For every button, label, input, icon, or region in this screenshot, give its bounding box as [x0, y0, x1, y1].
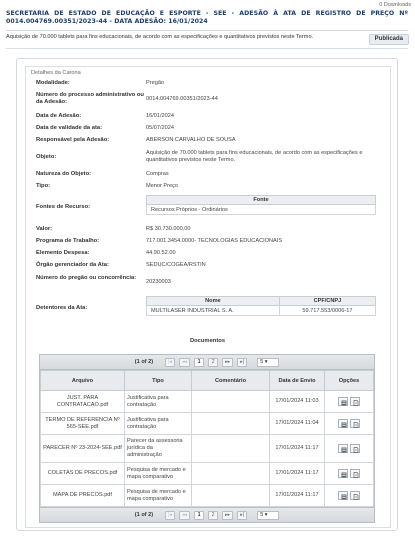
field-label: Detentores da Ata: [36, 305, 88, 311]
col-data-envio[interactable]: Data de Envio [270, 371, 325, 391]
download-icon [353, 400, 359, 406]
download-document-button[interactable] [350, 419, 360, 428]
next-page-button[interactable]: ▸▸ [222, 511, 233, 520]
upload-date: 17/01/2024 11:17 [270, 463, 325, 485]
file-name: MAPA DE PRECOS.pdf [41, 485, 125, 507]
document-row [41, 463, 374, 485]
detentor-nome: MULTILASER INDUSTRIAL S. A. [147, 306, 280, 316]
document-comment [192, 391, 270, 413]
field-label: Objeto: [36, 154, 57, 160]
documents-datatable [39, 354, 375, 523]
field-label: Programa de Trabalho: [36, 238, 100, 244]
status-badge: Publicada [369, 34, 409, 45]
next-page-button[interactable]: ▸▸ [222, 358, 233, 367]
view-document-button[interactable] [338, 419, 348, 428]
field-label: Tipo: [36, 183, 51, 189]
first-page-button[interactable]: |◂ [165, 511, 175, 520]
field-label: Natureza do Objeto: [36, 171, 92, 177]
field-label: Fontes de Recurso: [36, 204, 91, 210]
document-type: Justificativa para contratação [125, 391, 192, 413]
field-value: Aquisição de 70.000 tablets para fins educacionais, de acordo com as especificações e quantitativos previstos neste Termo. [146, 150, 363, 163]
first-page-button[interactable]: |◂ [165, 358, 175, 367]
paginator-top [40, 355, 374, 370]
document-comment [192, 435, 270, 463]
field-value: 05/07/2024 [146, 125, 174, 131]
fontes-header: Fonte [147, 196, 376, 205]
field-label: Número do pregão ou concorrência: [36, 275, 137, 281]
details-legend: Detalhes da Carona [31, 70, 81, 76]
download-icon [353, 494, 359, 500]
file-view-icon [341, 422, 347, 428]
field-label: Data de validade da ata: [36, 125, 103, 131]
header-description: Aquisição de 70.000 tablets para fins educacionais, de acordo com as especificações e quantitativos previstos neste Termo. [6, 34, 314, 40]
document-row [41, 391, 374, 413]
download-icon [353, 447, 359, 453]
field-value: Menor Preço [146, 183, 179, 189]
field-label: Modalidade: [36, 80, 70, 86]
rows-per-page-value: 5 [260, 511, 264, 518]
document-type: Parecer da assessoria jurídica da administração [125, 435, 192, 463]
download-document-button[interactable] [350, 469, 360, 478]
field-value: SEDUC/COGEA/RSTIN [146, 262, 206, 268]
page-2-button[interactable]: 2 [208, 358, 218, 367]
page-1-button[interactable]: 1 [194, 511, 204, 520]
download-document-button[interactable] [350, 397, 360, 406]
detentor-cnpj: 59.717.553/0006-17 [279, 306, 375, 316]
page-title: SECRETARIA DE ESTADO DE EDUCAÇÃO E ESPORTE - SEE - ADESÃO À ATA DE REGISTRO DE PREÇO Nº 0014.004769.00351/2023-44 - DATA ADESÃO: 16/01/2024 [6, 10, 408, 25]
last-page-button[interactable]: ▸| [237, 511, 247, 520]
row-options [325, 435, 374, 463]
page-2-button[interactable]: 2 [208, 511, 218, 520]
file-view-icon [341, 447, 347, 453]
view-document-button[interactable] [338, 491, 348, 500]
prev-page-button[interactable]: ◂◂ [179, 511, 190, 520]
upload-date: 17/01/2024 11:04 [270, 413, 325, 435]
col-arquivo[interactable]: Arquivo [41, 371, 125, 391]
document-type: Justificativa para contratação [125, 413, 192, 435]
documents-title: Documentos [189, 338, 226, 344]
download-icon [353, 422, 359, 428]
document-comment [192, 413, 270, 435]
row-options [325, 413, 374, 435]
field-value: 44.90.52.00 [146, 250, 176, 256]
col-comentario[interactable]: Comentário [192, 371, 270, 391]
upload-date: 17/01/2024 11:17 [270, 435, 325, 463]
field-value: Compras [146, 171, 169, 177]
col-tipo[interactable]: Tipo [125, 371, 192, 391]
fontes-cell: Recursos Próprios - Ordinários [147, 205, 376, 215]
field-label: Órgão gerenciador da Ata: [36, 262, 109, 268]
field-value: R$ 30.730.000,00 [146, 226, 191, 232]
rows-per-page-select[interactable]: 5 ▾ [257, 358, 279, 367]
field-label: Valor: [36, 226, 53, 232]
field-label: Número do processo administrativo ou da Adesão: [36, 92, 144, 105]
title-divider [6, 30, 408, 31]
file-view-icon [341, 494, 347, 500]
field-value: 717.001.3454.0000- TECNOLOGIAS EDUCACIONAIS [146, 238, 283, 244]
fontes-table [146, 195, 376, 215]
view-document-button[interactable] [338, 397, 348, 406]
download-document-button[interactable] [350, 491, 360, 500]
document-comment [192, 485, 270, 507]
document-row [41, 413, 374, 435]
document-row [41, 435, 374, 463]
rows-per-page-value: 5 [260, 358, 264, 365]
rows-per-page-select[interactable]: 5 ▾ [257, 511, 279, 520]
field-value: 0014.004769.00351/2023-44 [146, 96, 218, 102]
row-options [325, 485, 374, 507]
detentores-table [146, 296, 376, 316]
field-value: Pregão [146, 80, 165, 86]
document-type: Pesquisa de mercado e mapa comparativo [125, 485, 192, 507]
description-divider [6, 48, 408, 49]
view-document-button[interactable] [338, 469, 348, 478]
file-name: JUST. PARA CONTRATACAO.pdf [41, 391, 125, 413]
page-1-button[interactable]: 1 [194, 358, 204, 367]
download-icon [353, 472, 359, 478]
field-value: ABERSON CARVALHO DE SOUSA [146, 137, 236, 143]
file-name: PARECER Nº 23-2024-SEE.pdf [41, 435, 125, 463]
documents-table [40, 370, 374, 507]
page-info: (1 of 2) [134, 359, 154, 365]
detentores-header-nome: Nome [147, 297, 280, 306]
downloads-count: 0 Downloads [379, 2, 411, 8]
field-value: 20230003 [146, 279, 171, 285]
file-view-icon [341, 400, 347, 406]
page-info: (1 of 2) [134, 512, 154, 518]
field-label: Data de Adesão: [36, 113, 82, 119]
prev-page-button[interactable]: ◂◂ [179, 358, 190, 367]
view-document-button[interactable] [338, 444, 348, 453]
last-page-button[interactable]: ▸| [237, 358, 247, 367]
field-label: Responsável pela Adesão: [36, 137, 110, 143]
field-value: 16/01/2024 [146, 113, 174, 119]
file-name: TERMO DE REFERENCIA Nº 565-SEE.pdf [41, 413, 125, 435]
document-row [41, 485, 374, 507]
document-comment [192, 463, 270, 485]
document-type: Pesquisa de mercado e mapa comparativo [125, 463, 192, 485]
detentores-header-cnpj: CPF/CNPJ [279, 297, 375, 306]
file-view-icon [341, 472, 347, 478]
file-name: COLETAS DE PRECOS.pdf [41, 463, 125, 485]
field-label: Elemento Despesa: [36, 250, 90, 256]
row-options [325, 391, 374, 413]
row-options [325, 463, 374, 485]
upload-date: 17/01/2024 11:17 [270, 485, 325, 507]
col-opcoes: Opções [325, 371, 374, 391]
upload-date: 17/01/2024 11:03 [270, 391, 325, 413]
download-document-button[interactable] [350, 444, 360, 453]
paginator-bottom [40, 507, 374, 522]
